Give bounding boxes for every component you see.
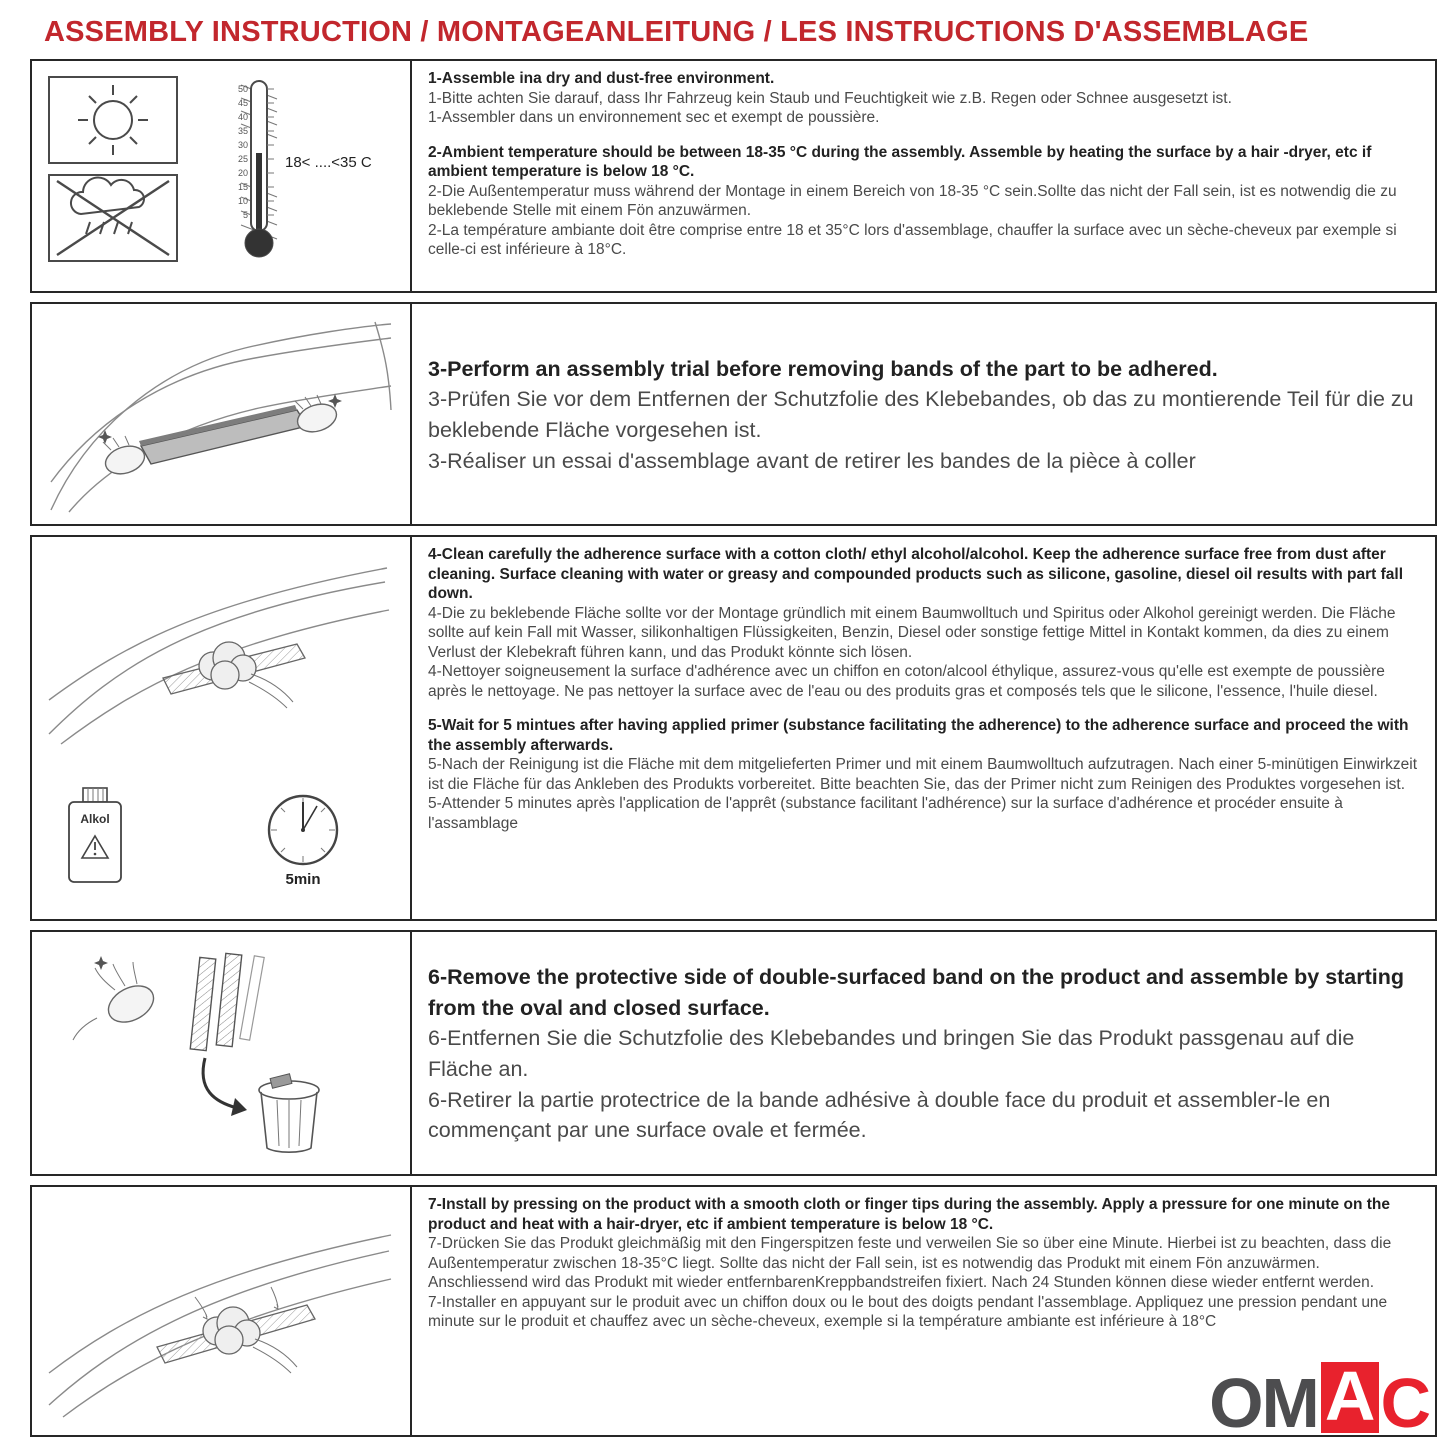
section-remove-band-text	[412, 932, 1435, 1174]
section-remove-band	[30, 930, 1437, 1176]
thermometer-scale	[238, 84, 248, 220]
bottle-label: Alkol	[80, 812, 110, 826]
step5-de: 5-Nach der Reinigung ist die Fläche mit dem mitgelieferten Primer und mit einem Baumwolltuch aufzutragen. Nach einer 5-minütigen Einwirkzeit ist die Fläche für das Ankleben des Produkts vorbereitet. Bitte beachten Sie, das der Primer nicht zum Reinigen des Produktes vorgesehen ist.	[428, 756, 1418, 793]
adhesive-bands	[190, 953, 264, 1050]
step6-fr: 6-Retirer la partie protectrice de la bande adhésive à double face du produit et assembler-le en commençant par une surface ovale et fermée.	[428, 1087, 1331, 1143]
press-product-icon	[45, 1195, 397, 1427]
trash-can-icon	[259, 1074, 319, 1152]
alcohol-bottle-icon	[69, 788, 121, 882]
svg-text:10: 10	[237, 196, 248, 206]
illustration-assembly-trial	[32, 304, 412, 524]
illustration-press	[32, 1187, 412, 1435]
hand-icon	[73, 956, 160, 1040]
svg-text:50: 50	[237, 84, 248, 94]
svg-text:15: 15	[237, 182, 248, 192]
section-cleaning-text	[412, 537, 1435, 919]
arrow-to-trash	[203, 1058, 237, 1108]
environment-temperature-icon	[45, 71, 397, 281]
no-rain-icon	[57, 177, 169, 255]
svg-text:25: 25	[237, 154, 248, 164]
svg-text:30: 30	[237, 140, 248, 150]
step3-fr: 3-Réaliser un essai d'assemblage avant de retirer les bandes de la pièce à coller	[428, 448, 1196, 473]
left-hand-icon	[98, 430, 148, 479]
svg-text:45: 45	[237, 98, 248, 108]
step7-en: 7-Install by pressing on the product with a smooth cloth or finger tips during the assembly. Apply a pressure for one minute on the product and heat with a hair-dryer, etc if ambient temperature is below 18 °C.	[428, 1196, 1390, 1233]
sparkle-icon	[98, 430, 112, 444]
illustration-environment	[32, 61, 412, 291]
thermometer-icon	[238, 81, 372, 257]
illustration-cleaning	[32, 537, 412, 919]
clock-label: 5min	[285, 871, 321, 888]
step4-en: 4-Clean carefully the adherence surface with a cotton cloth/ ethyl alcohol/alcohol. Keep the adherence surface free from dust after cleaning. Surface cleaning with water or greasy and compounded products such as silicone, gasoline, diesel oil results with part fall down.	[428, 546, 1404, 603]
page-title: ASSEMBLY INSTRUCTION / MONTAGEANLEITUNG / LES INSTRUCTIONS D'ASSEMBLAGE	[44, 16, 1309, 48]
instruction-rows	[30, 59, 1437, 1442]
step1-de: 1-Bitte achten Sie darauf, dass Ihr Fahrzeug kein Staub und Feuchtigkeit wie z.B. Regen oder Schnee ausgesetzt ist.	[428, 89, 1232, 107]
step3-en: 3-Perform an assembly trial before removing bands of the part to be adhered.	[428, 356, 1218, 381]
omac-logo-om: OM	[1209, 1363, 1318, 1442]
step4-de: 4-Die zu beklebende Fläche sollte vor der Montage gründlich mit einem Baumwolltuch und Spiritus oder Alkohol gereinigt werden. Die Fläche sollte auf kein Fall mit Wasser, silikonhaltigen Flüssigkeiten, Benzin, Diesel oder sonstige fettige Mittel in Kontakt kommen, da dies zu einem Verlust der Klebekraft führen kann, und das Produkt könnte sich lösen.	[428, 604, 1396, 661]
step4-fr: 4-Nettoyer soigneusement la surface d'adhérence avec un chiffon en coton/alcool éthylique, assurez-vous qu'elle est exempte de poussière après le nettoyage. Ne pas nettoyer la surface avec de l'eau ou des produits gras et composés tels que le silicone, l'essence, l'huile diesel.	[428, 663, 1385, 700]
step3-de: 3-Prüfen Sie vor dem Entfernen der Schutzfolie des Klebebandes, ob das zu montierende Teil für die zu beklebende Fläche vorgesehen ist.	[428, 387, 1414, 442]
step5-en: 5-Wait for 5 mintues after having applied primer (substance facilitating the adherence) to the adherence surface and proceed the with the assembly afterwards.	[428, 717, 1409, 754]
step6-de: 6-Entfernen Sie die Schutzfolie des Klebebandes und bringen Sie das Produkt passgenau auf die Fläche an.	[428, 1026, 1355, 1081]
svg-text:20: 20	[237, 168, 248, 178]
svg-text:35: 35	[237, 126, 248, 136]
section-environment-text	[412, 61, 1435, 291]
sparkle-icon	[94, 956, 108, 970]
clock-icon	[269, 796, 337, 888]
arrow-head	[231, 1098, 247, 1116]
step2-fr: 2-La température ambiante doit être comprise entre 18 et 35°C lors d'assemblage, chauffer la surface avec un sèche-cheveux par exemple si celle-ci est inférieure à 18°C.	[428, 221, 1397, 259]
step1-en: 1-Assemble ina dry and dust-free environment.	[428, 70, 775, 87]
sun-icon	[78, 85, 148, 155]
step2-de: 2-Die Außentemperatur muss während der Montage in einem Bereich von 18-35 °C sein.Sollte das nicht der Fall sein, ist es notwendig die zu beklebende Stelle mit einem Fön anzuwärmen.	[428, 182, 1397, 220]
section-cleaning	[30, 535, 1437, 921]
svg-text:40: 40	[237, 112, 248, 122]
omac-logo-c: C	[1380, 1363, 1429, 1442]
section-trial	[30, 302, 1437, 526]
cleaning-icon	[45, 548, 397, 908]
step5-fr: 5-Attender 5 minutes après l'application de l'apprêt (substance facilitant l'adhérence) sur la surface d'adhérence et procéder ensuite à l'assamblage	[428, 795, 1343, 832]
step7-fr: 7-Installer en appuyant sur le produit avec un chiffon doux ou le bout des doigts pendant l'assemblage. Appliquez une pression pendant une minute sur le produit et chauffez avec un sèche-cheveux, exemple si la température ambiante est inférieure à 18°C	[428, 1293, 1388, 1331]
omac-logo-a-mark: A	[1321, 1362, 1380, 1433]
step1-fr: 1-Assembler dans un environnement sec et exempt de poussière.	[428, 109, 880, 127]
step2-en: 2-Ambient temperature should be between 18-35 °C during the assembly. Assemble by heating the surface by a hair -dryer, etc if ambient temperature is below 18 °C.	[428, 143, 1372, 181]
temperature-range-label: 18< ....<35 C	[285, 154, 372, 171]
step6-en: 6-Remove the protective side of double-surfaced band on the product and assemble by starting from the oval and closed surface.	[428, 965, 1405, 1020]
section-trial-text	[412, 304, 1435, 524]
section-environment	[30, 59, 1437, 293]
svg-text:5: 5	[242, 210, 248, 220]
step7-de: 7-Drücken Sie das Produkt gleichmäßig mit den Fingerspitzen feste und verweilen Sie so über eine Minute. Hierbei ist zu beachten, dass die Außentemperatur zwischen 18-35°C liegt. Sollte das nicht der Fall sein, ist es notwendig das Produkt mit einem Fön anzuwärmen. Anschliessend wird das Produkt mit wieder entfernbarenKreppbandstreifen fixiert. Nach 24 Stunden können diese wieder entfernt werden.	[428, 1235, 1392, 1292]
illustration-remove-band	[32, 932, 412, 1174]
omac-logo	[1195, 1357, 1431, 1442]
remove-band-icon	[45, 940, 397, 1166]
door-sill-trial-icon	[45, 314, 397, 514]
